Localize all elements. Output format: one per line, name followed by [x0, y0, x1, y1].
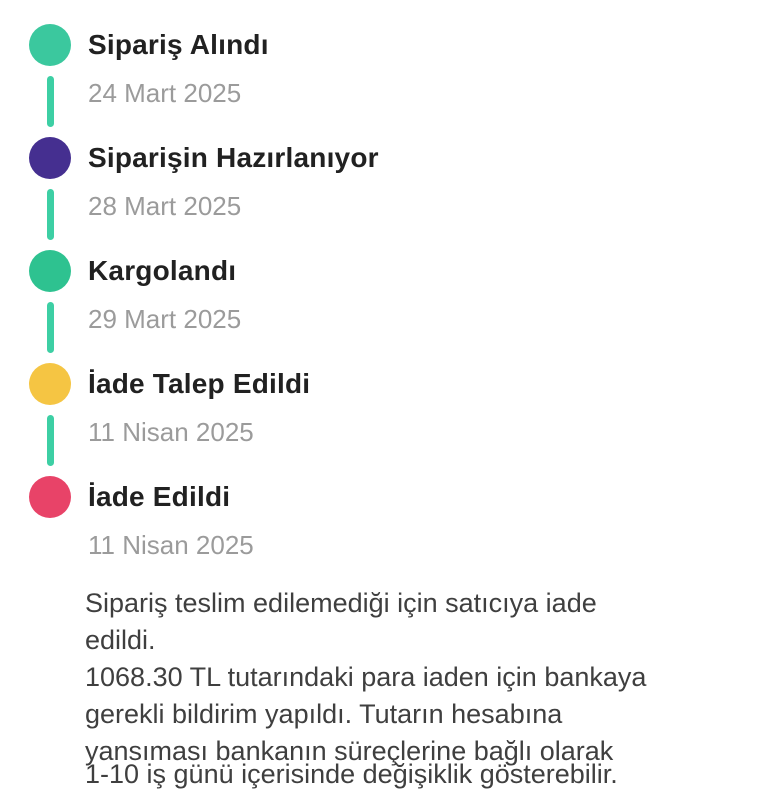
step-content — [88, 137, 379, 220]
step-title: Kargolandı — [88, 255, 237, 286]
step-title: İade Edildi — [88, 481, 231, 512]
step-content — [88, 250, 241, 333]
step-title: Siparişin Hazırlanıyor — [88, 142, 379, 173]
status-dot-shipped — [29, 250, 71, 292]
status-dot-order-received — [29, 24, 71, 66]
description-line: 1068.30 TL tutarındaki para iaden için bankaya — [85, 662, 647, 692]
timeline-rail — [29, 24, 71, 137]
timeline-connector — [47, 189, 54, 240]
step-title: Sipariş Alındı — [88, 29, 269, 60]
timeline-step-return-requested — [29, 363, 768, 476]
step-content — [88, 363, 310, 446]
timeline-connector — [47, 415, 54, 466]
timeline-rail — [29, 137, 71, 250]
step-date: 11 Nisan 2025 — [88, 530, 254, 560]
timeline-step-preparing — [29, 137, 768, 250]
description-line: edildi. — [85, 625, 156, 655]
step-date: 11 Nisan 2025 — [88, 417, 254, 447]
step-date: 28 Mart 2025 — [88, 191, 242, 221]
return-description — [85, 585, 738, 770]
timeline-step-shipped — [29, 250, 768, 363]
timeline-connector — [47, 302, 54, 353]
status-dot-preparing — [29, 137, 71, 179]
status-dot-returned — [29, 476, 71, 518]
timeline-rail — [29, 363, 71, 476]
timeline-rail — [29, 250, 71, 363]
status-dot-return-requested — [29, 363, 71, 405]
timeline-step-order-received — [29, 24, 768, 137]
step-content — [88, 24, 269, 107]
description-line: Sipariş teslim edilemediği için satıcıya iade — [85, 588, 597, 618]
timeline-rail — [29, 476, 71, 518]
timeline-step-returned — [29, 476, 768, 559]
timeline-connector — [47, 76, 54, 127]
description-line: yansıması bankanın süreçlerine bağlı olarak — [85, 736, 614, 766]
description-line-cutoff: 1-10 iş günü içerisinde değişiklik gösterebilir. — [85, 759, 618, 789]
step-date: 29 Mart 2025 — [88, 304, 242, 334]
step-content — [88, 476, 254, 559]
step-title: İade Talep Edildi — [88, 368, 311, 399]
step-date: 24 Mart 2025 — [88, 78, 242, 108]
description-line: gerekli bildirim yapıldı. Tutarın hesabına — [85, 699, 563, 729]
